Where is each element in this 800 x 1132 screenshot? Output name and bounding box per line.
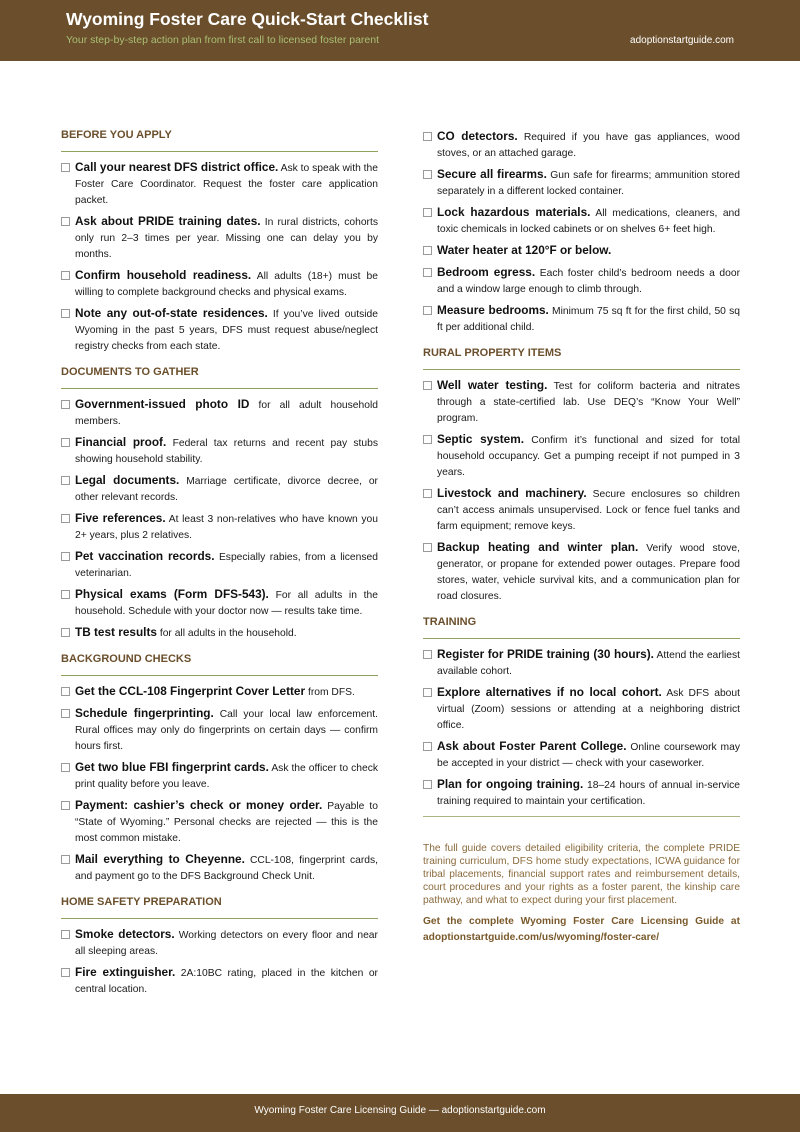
checklist-item-heading: Secure all firearms. [437,167,547,181]
checklist-item [423,738,740,772]
checkbox-icon[interactable] [423,489,432,498]
checklist-item-heading: Legal documents. [75,473,180,487]
checklist-item [61,851,378,885]
checkbox-icon[interactable] [423,543,432,552]
checkbox-icon[interactable] [423,381,432,390]
checkbox-icon[interactable] [61,476,70,485]
checklist-item-text: Each foster child’s bedroom needs a door and a window large enough to climb through. [437,268,740,295]
checklist-item-heading: TB test results [75,625,157,639]
checklist-item-heading: Smoke detectors. [75,927,175,941]
checklist-item [423,264,740,298]
checklist-item-heading: Call your nearest DFS district office. [75,160,279,174]
checklist-item-heading: Bedroom egress. [437,265,536,279]
checkbox-icon[interactable] [423,742,432,751]
checklist-item [61,586,378,620]
checklist-item-heading: Explore alternatives if no local cohort. [437,685,662,699]
checklist-item-heading: Financial proof. [75,435,167,449]
checklist-item-text: All adults (18+) must be willing to complete background checks and physical exams. [75,271,378,298]
section-title-documents: DOCUMENTS TO GATHER [61,365,378,389]
checklist-item-heading: Government-issued photo ID [75,397,250,411]
checkbox-icon[interactable] [61,801,70,810]
checklist-item-text: Payable to “State of Wyoming.” Personal checks are rejected — this is the most common mistake. [75,801,378,844]
checklist-item-text: 2A:10BC rating, placed in the kitchen or central location. [75,968,378,995]
checklist-documents [61,396,378,642]
section-title-rural-property: RURAL PROPERTY ITEMS [423,346,740,370]
checkbox-icon[interactable] [423,780,432,789]
checkbox-icon[interactable] [423,208,432,217]
checklist-item [61,624,378,642]
section-title-training: TRAINING [423,615,740,639]
checklist-item-heading: Get two blue FBI fingerprint cards. [75,760,269,774]
checklist-item-text: Especially rabies, from a licensed veterinarian. [75,552,378,579]
checklist-item-text: All medications, cleaners, and toxic chemicals in locked cabinets or on shelves 6+ feet high. [437,208,741,235]
header-site: adoptionstartguide.com [630,35,734,46]
checklist-item [61,759,378,793]
checklist-item-text: Confirm it’s functional and sized for total household occupancy. Get a pumping receipt if not pumped in 3 years. [437,435,740,478]
checkbox-icon[interactable] [61,855,70,864]
divider [423,816,740,817]
checklist-item [423,485,740,535]
checkbox-icon[interactable] [423,306,432,315]
checklist-item-heading: Measure bedrooms. [437,303,549,317]
checklist-item-heading: Get the CCL-108 Fingerprint Cover Letter [75,684,306,698]
checklist-item-text: Ask the officer to check print quality before you leave. [75,763,379,790]
checklist-item-text: Verify wood stove, generator, or propane for extended power outages. Prepare food stores, water, vehicle survival kits, and a communication plan for road closures. [437,543,740,602]
section-title-background-checks: BACKGROUND CHECKS [61,652,378,676]
checkbox-icon[interactable] [423,688,432,697]
checklist-item [61,797,378,847]
checklist-item-heading: Physical exams (Form DFS-543). [75,587,269,601]
checklist-item [423,539,740,605]
checklist-item-text: If you’ve lived outside Wyoming in the past 5 years, DFS must request abuse/neglect registry checks from each state. [75,309,378,352]
checklist-item-heading: Water heater at 120°F or below. [437,243,612,257]
checkbox-icon[interactable] [423,650,432,659]
checklist-item [61,305,378,355]
checklist-item [423,776,740,810]
checklist-item-heading: Confirm household readiness. [75,268,252,282]
checklist-item-text: Secure enclosures so children can’t access animals unsupervised. Lock or fence fuel tanks and farm equipment; remove keys. [437,489,740,532]
checklist-item-heading: Septic system. [437,432,525,446]
checkbox-icon[interactable] [61,763,70,772]
checkbox-icon[interactable] [61,687,70,696]
checklist-item [423,302,740,336]
checklist-item-heading: Schedule fingerprinting. [75,706,214,720]
page-footer: Wyoming Foster Care Licensing Guide — adoptionstartguide.com [0,1094,800,1132]
checklist-item-text: Minimum 75 sq ft for the first child, 50 sq ft per additional child. [437,306,740,333]
checklist-item-text: At least 3 non-relatives who have known you 2+ years, plus 2 relatives. [75,514,379,541]
checklist-item-heading: Well water testing. [437,378,548,392]
page-header [0,0,800,61]
checklist-item-heading: Ask about Foster Parent College. [437,739,627,753]
checklist-item-heading: Register for PRIDE training (30 hours). [437,647,654,661]
checkbox-icon[interactable] [423,435,432,444]
checklist-item [61,159,378,209]
checkbox-icon[interactable] [61,400,70,409]
checklist-item-heading: Fire extinguisher. [75,965,176,979]
checklist-item-text: Test for coliform bacteria and nitrates through a state-certified lab. Use DEQ’s “Know Your Well” program. [437,381,740,424]
checklist-item [423,204,740,238]
checklist-item-heading: Five references. [75,511,166,525]
checklist-item [423,431,740,481]
checklist-item-heading: Lock hazardous materials. [437,205,591,219]
checklist-background-checks [61,683,378,885]
checklist-item [423,166,740,200]
checklist-item [61,705,378,755]
left-column [61,128,378,1002]
checklist-item [423,242,740,260]
checkbox-icon[interactable] [61,628,70,637]
checklist-item-text: For all adults in the household. Schedule with your doctor now — results take time. [75,590,378,617]
checklist-item-heading: Mail everything to Cheyenne. [75,852,245,866]
checkbox-icon[interactable] [423,132,432,141]
checkbox-icon[interactable] [61,309,70,318]
checklist-item [61,267,378,301]
checklist-item-text: Federal tax returns and recent pay stubs showing household stability. [75,438,379,465]
checklist-home-safety-continued [423,128,740,336]
checklist-item-text: In rural districts, cohorts only run 2–3 times per year. Missing one can delay you by months. [75,217,378,260]
checkbox-icon[interactable] [61,590,70,599]
checkbox-icon[interactable] [423,268,432,277]
checklist-item-text: CCL-108, fingerprint cards, and payment go to the DFS Background Check Unit. [75,855,378,882]
checkbox-icon[interactable] [423,170,432,179]
checkbox-icon[interactable] [61,271,70,280]
checklist-item-text: Call your local law enforcement. Rural offices may only do fingerprints on certain days — confirm hours first. [75,709,378,752]
checklist-item-text: Ask to speak with the Foster Care Coordinator. Request the foster care application packet. [75,163,378,206]
checklist-item-heading: Livestock and machinery. [437,486,587,500]
checklist-rural-property [423,377,740,605]
checklist-item [61,434,378,468]
checkbox-icon[interactable] [61,930,70,939]
checklist-item-text: from DFS. [307,687,355,698]
checklist-item [61,926,378,960]
section-title-home-safety: HOME SAFETY PREPARATION [61,895,378,919]
checklist-item-text: Marriage certificate, divorce decree, or other relevant records. [75,476,378,503]
checkbox-icon[interactable] [61,514,70,523]
checklist-item [61,213,378,263]
checkbox-icon[interactable] [61,217,70,226]
guide-promo-link[interactable]: Get the complete Wyoming Foster Care Licensing Guide at adoptionstartguide.com/us/wyoming/foster-care/ [423,916,740,943]
checklist-item-text: Attend the earliest available cohort. [437,650,741,677]
checklist-home-safety [61,926,378,998]
checklist-item [61,396,378,430]
checklist-item-text: Working detectors on every floor and near all sleeping areas. [75,930,378,957]
checklist-item-heading: Note any out-of-state residences. [75,306,268,320]
checkbox-icon[interactable] [61,709,70,718]
checklist-item [61,683,378,701]
checklist-item-text: Ask DFS about virtual (Zoom) sessions or attending at a neighboring district office. [437,688,740,731]
checkbox-icon[interactable] [61,438,70,447]
checklist-item-heading: Ask about PRIDE training dates. [75,214,261,228]
checklist-item [61,548,378,582]
checkbox-icon[interactable] [61,163,70,172]
checklist-item [61,472,378,506]
checklist-item [423,684,740,734]
guide-promo-text: The full guide covers detailed eligibility criteria, the complete PRIDE training curriculum, DFS home study expectations, ICWA guidance for tribal placements, financial support rates and reimbursement details, court procedures and your rights as a foster parent, the kinship care pathway, and what to expect during your first placement. [423,843,740,906]
checklist-item [61,964,378,998]
checklist-item-heading: Payment: cashier’s check or money order. [75,798,323,812]
checklist-item-text: 18–24 hours of annual in-service training required to maintain your certification. [437,780,740,807]
checklist-item-heading: Plan for ongoing training. [437,777,584,791]
checklist-item-text: for all adults in the household. [159,628,297,639]
checklist-item [423,646,740,680]
right-column [423,128,740,946]
checklist-item-text: Gun safe for firearms; ammunition stored separately in a different locked container. [437,170,740,197]
checklist-item [61,510,378,544]
checkbox-icon[interactable] [423,246,432,255]
checklist-item-text: Online coursework may be accepted in your district — check with your caseworker. [437,742,740,769]
section-title-before-you-apply: BEFORE YOU APPLY [61,128,378,152]
checklist-item [423,377,740,427]
page-title: Wyoming Foster Care Quick-Start Checklist [66,9,429,29]
checklist-item [423,128,740,162]
checklist-before-you-apply [61,159,378,355]
checklist-item-heading: CO detectors. [437,129,518,143]
checklist-item-text: for all adult household members. [75,400,378,427]
checklist-item-text: Required if you have gas appliances, wood stoves, or an attached garage. [437,132,740,159]
checklist-item-heading: Backup heating and winter plan. [437,540,639,554]
page-subtitle: Your step-by-step action plan from first call to licensed foster parent [66,34,380,46]
checkbox-icon[interactable] [61,968,70,977]
checkbox-icon[interactable] [61,552,70,561]
checklist-item-heading: Pet vaccination records. [75,549,215,563]
checklist-training [423,646,740,810]
